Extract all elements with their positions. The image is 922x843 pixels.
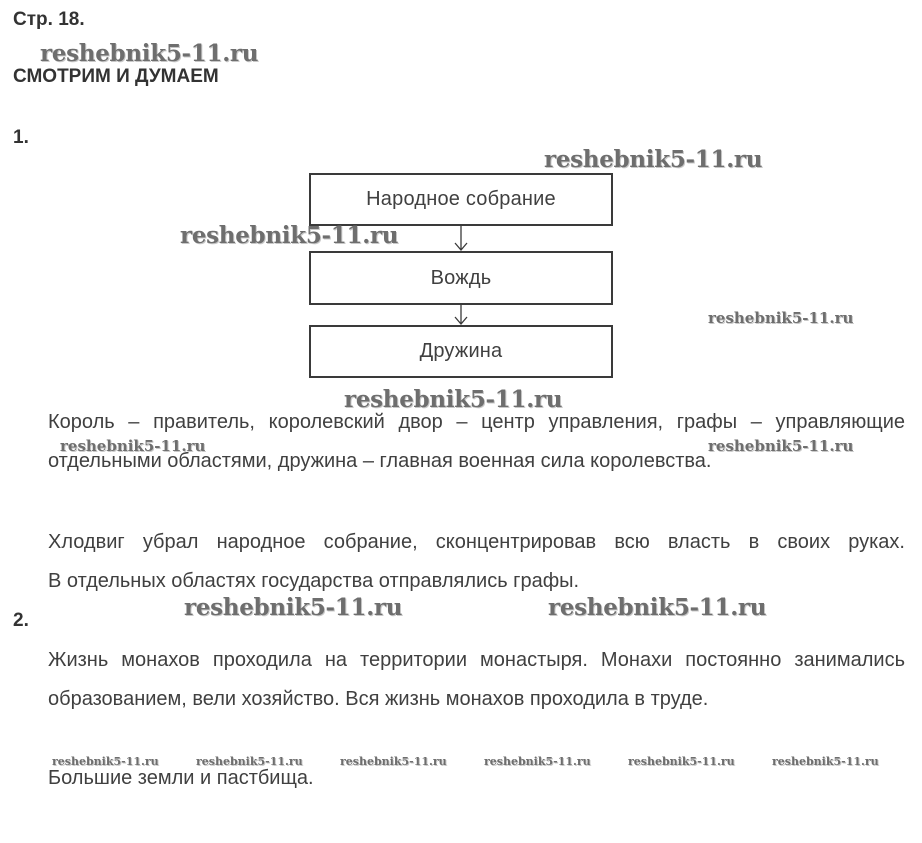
watermark: reshebnik5-11.ru: [544, 146, 763, 173]
diagram-box-people-assembly: Народное собрание: [309, 173, 613, 226]
watermark: reshebnik5-11.ru: [340, 755, 447, 768]
task-1-number: 1.: [13, 127, 29, 148]
diagram-box-chief: Вождь: [309, 251, 613, 305]
watermark: reshebnik5-11.ru: [344, 386, 563, 413]
task-1-paragraph-1: Король – правитель, королевский двор – центр управления, графы – управляющие отдельными областями, дружина – главная военная сила королевства.: [48, 411, 905, 472]
section-title: СМОТРИМ И ДУМАЕМ: [13, 66, 219, 87]
watermark: reshebnik5-11.ru: [708, 437, 854, 455]
task-2-paragraph-1: Жизнь монахов проходила на территории монастыря. Монахи постоянно занимались образованием, вели хозяйство. Вся жизнь монахов проходила в труде.: [48, 649, 905, 710]
watermark: reshebnik5-11.ru: [184, 594, 403, 621]
watermark: reshebnik5-11.ru: [52, 755, 159, 768]
watermark: reshebnik5-11.ru: [772, 755, 879, 768]
page-number-title: Стр. 18.: [13, 9, 85, 30]
task-1-paragraph-2: Хлодвиг убрал народное собрание, сконцентрировав всю власть в своих руках.: [48, 531, 905, 553]
watermark: reshebnik5-11.ru: [628, 755, 735, 768]
watermark: reshebnik5-11.ru: [196, 755, 303, 768]
task-2-paragraph-2: Большие земли и пастбища.: [48, 767, 314, 789]
diagram-box-retinue: Дружина: [309, 325, 613, 378]
watermark: reshebnik5-11.ru: [548, 594, 767, 621]
watermark: reshebnik5-11.ru: [180, 222, 399, 249]
task-1-paragraph-3: В отдельных областях государства отправлялись графы.: [48, 570, 580, 592]
diagram-arrow-1: [450, 226, 472, 252]
task-2-number: 2.: [13, 610, 29, 631]
watermark: reshebnik5-11.ru: [484, 755, 591, 768]
watermark: reshebnik5-11.ru: [708, 309, 854, 327]
watermark: reshebnik5-11.ru: [60, 437, 206, 455]
watermark: reshebnik5-11.ru: [40, 40, 259, 67]
diagram-arrow-2: [450, 305, 472, 326]
